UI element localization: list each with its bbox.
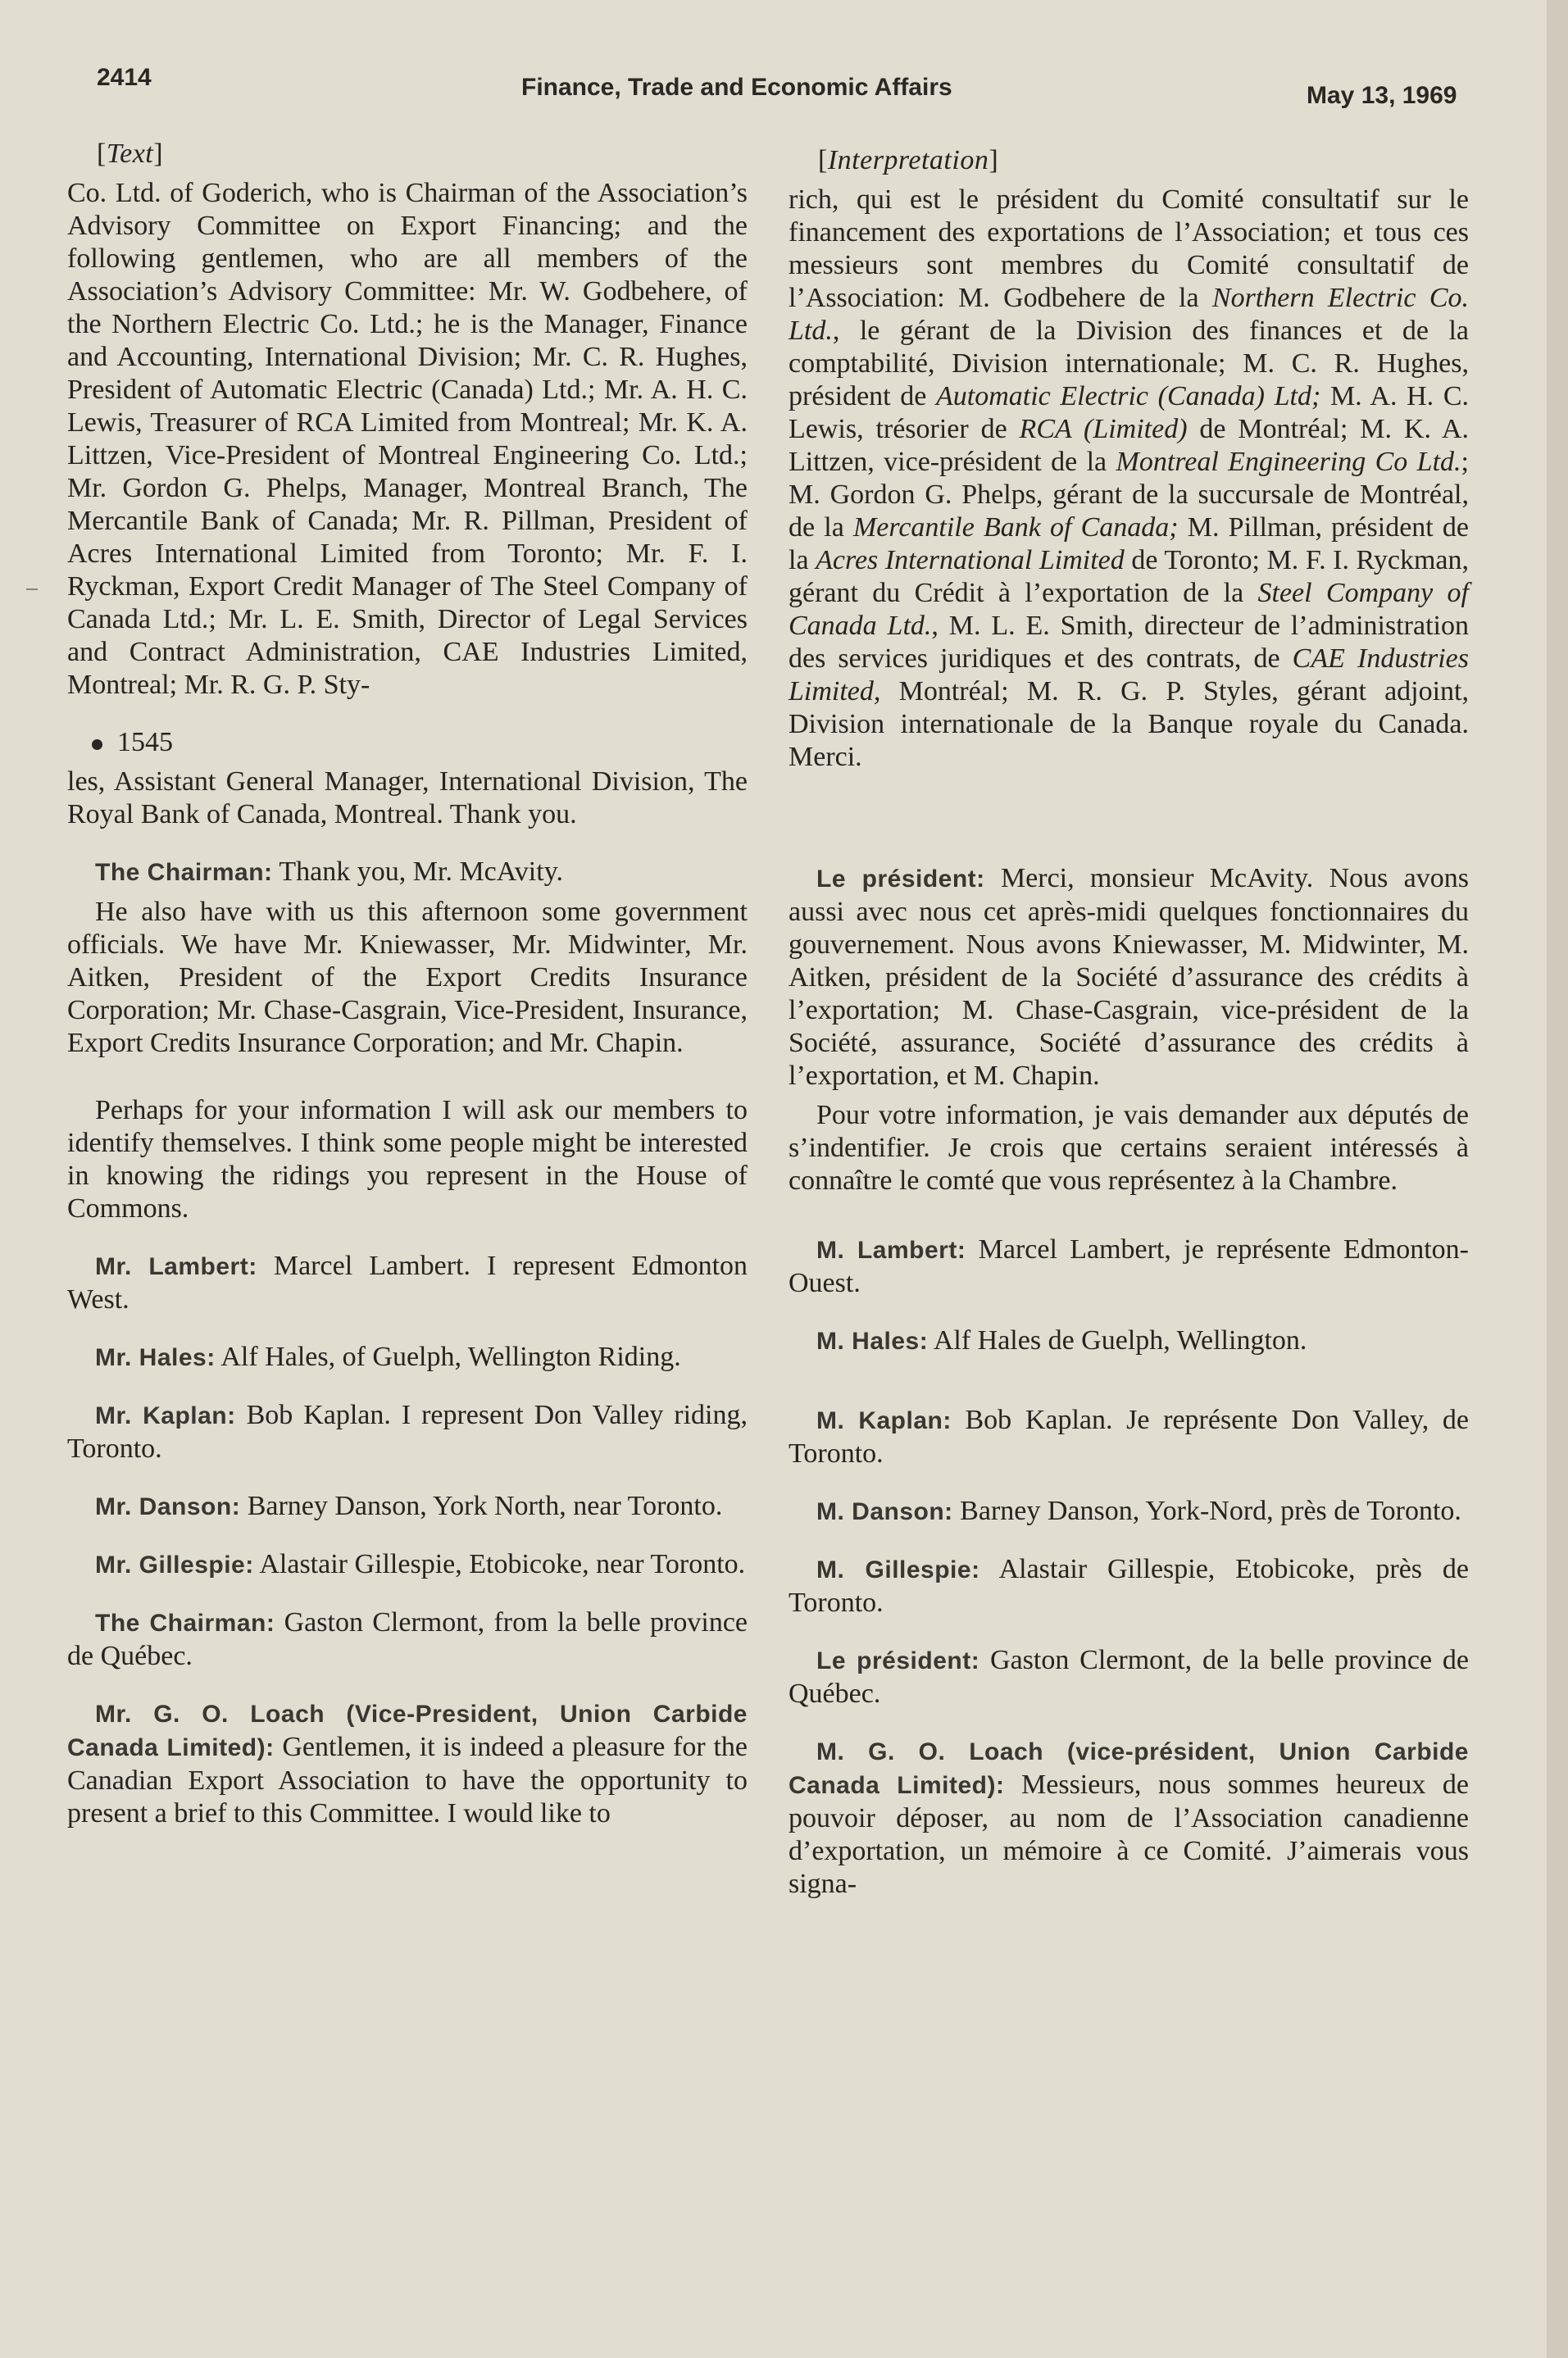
speech-text: Gentlemen, it is indeed a pleasure for the Canadian Export Association to have the opportunity to present a brief to this Committee. I would like to — [67, 1732, 748, 1829]
speech-text: Barney Danson, York North, near Toronto. — [240, 1491, 723, 1521]
speech-text: Thank you, Mr. McAvity. — [272, 856, 563, 887]
speaker-name: The Chairman: — [95, 859, 273, 886]
speech — [789, 1404, 1469, 1470]
speaker-name: The Chairman: — [95, 1610, 275, 1637]
speaker-name: M. Danson: — [816, 1498, 953, 1525]
speech-text: Alastair Gillespie, Etobicoke, près de Toronto. — [789, 1554, 1469, 1618]
speaker-name: Mr. Hales: — [95, 1344, 216, 1371]
speech-text: Barney Danson, York-Nord, près de Toronto. — [952, 1496, 1461, 1526]
paragraph: Co. Ltd. of Goderich, who is Chairman of the Association’s Advisory Committee on Export Financing; and the following gentlemen, who are all members of the Association’s Advisory Committee: Mr. W. Godbehere, of the Northern Electric Co. Ltd.; he is the Manager, Finance and Accounting, International Division; Mr. C. R. Hughes, President of Automatic Electric (Canada) Ltd.; Mr. A. H. C. Lewis, Treasurer of RCA Limited from Montreal; Mr. K. A. Littzen, Vice-President of Montreal Engineering Co. Ltd.; Mr. Gordon G. Phelps, Manager, Montreal Branch, The Mercantile Bank of Canada; Mr. R. Pillman, President of Acres International Limited from Toronto; Mr. F. I. Ryckman, Export Credit Manager of The Steel Company of Canada Ltd.; Mr. L. E. Smith, Director of Legal Services and Contract Administration, CAE Industries Limited, Montreal; Mr. R. G. P. Sty- — [67, 178, 748, 700]
speech-text: Bob Kaplan. Je représente Don Valley, de Toronto. — [789, 1405, 1469, 1469]
speaker-name: Mr. Gillespie: — [95, 1552, 254, 1579]
speech-text: Alastair Gillespie, Etobicoke, near Toronto. — [253, 1549, 746, 1579]
column-label: [Text] — [97, 139, 164, 169]
speaker-name: M. Gillespie: — [816, 1556, 980, 1583]
running-title: Finance, Trade and Economic Affairs — [521, 74, 952, 101]
speech-text: Gaston Clermont, de la belle province de Québec. — [789, 1645, 1469, 1709]
speech — [789, 1553, 1469, 1620]
speech-text: Marcel Lambert. I represent Edmonton West. — [67, 1251, 748, 1315]
speech-text: Alf Hales, of Guelph, Wellington Riding. — [215, 1342, 681, 1372]
speaker-name: M. G. O. Loach (vice-président, Union Carbide Canada Limited): — [789, 1738, 1469, 1799]
speaker-name: M. Lambert: — [816, 1237, 966, 1264]
page-header — [0, 0, 1568, 123]
speech-text: Messieurs, nous sommes heureux de pouvoir déposer, au nom de l’Association canadienne d’exportation, un mémoire à ce Comité. J’aimerais vous signa- — [789, 1770, 1469, 1899]
margin-mark — [26, 588, 38, 590]
page-number: 2414 — [97, 64, 152, 91]
time-marker-label: 1545 — [117, 727, 173, 757]
paragraph: Pour votre information, je vais demander aux députés de s’indentifier. Je crois que certains seraient intéressés à connaître le comté que vous représentez à la Chambre. — [789, 1100, 1469, 1196]
speech — [789, 1735, 1469, 1901]
speech — [67, 1490, 748, 1524]
speech — [67, 1548, 748, 1582]
speech — [67, 1250, 748, 1316]
speech — [789, 862, 1469, 1093]
speech-text: Merci, monsieur McAvity. Nous avons aussi avec nous cet après-midi quelques fonctionnaires du gouvernement. Nous avons Kniewasser, M. Midwinter, M. Aitken, président de la Société d’assurance des crédits à l’exportation; M. Chase-Casgrain, vice-président de la Société, assurance, Société d’assurance des crédits à l’exportation, et M. Chapin. — [789, 863, 1469, 1091]
speech-text: Bob Kaplan. I represent Don Valley riding, Toronto. — [67, 1400, 748, 1464]
speaker-name: Le président: — [816, 866, 985, 893]
speech — [789, 1644, 1469, 1711]
speech — [67, 1606, 748, 1673]
speech-text: Alf Hales de Guelph, Wellington. — [928, 1325, 1307, 1356]
speech — [67, 1341, 748, 1374]
speech — [67, 856, 748, 889]
speech — [67, 1399, 748, 1465]
speech — [789, 1495, 1469, 1529]
speaker-name: Mr. Lambert: — [95, 1253, 257, 1280]
paragraph: Perhaps for your information I will ask our members to identify themselves. I think some people might be interested in knowing the ridings you represent in the House of Commons. — [67, 1095, 748, 1224]
speaker-name: Le président: — [816, 1647, 980, 1674]
speech — [789, 1324, 1469, 1358]
speaker-name: Mr. G. O. Loach (Vice-President, Union Carbide Canada Limited): — [67, 1701, 748, 1761]
paragraph: rich, qui est le président du Comité consultatif sur le financement des exportations de l’Association; et tous ces messieurs sont membres du Comité consultatif de l’Association: M. Godbehere de la Northern Electric Co. Ltd., le gérant de la Division des finances et de la comptabilité, Division internationale; M. C. R. Hughes, président de Automatic Electric (Canada) Ltd; M. A. H. C. Lewis, trésorier de RCA (Limited) de Montréal; M. K. A. Littzen, vice-président de la Montreal Engineering Co Ltd.; M. Gordon G. Phelps, gérant de la succursale de Montréal, de la Mercantile Bank of Canada; M. Pillman, président de la Acres International Limited de Toronto; M. F. I. Ryckman, gérant du Crédit à l’exportation de la Steel Company of Canada Ltd., M. L. E. Smith, directeur de l’administration des services juridiques et des contrats, de CAE Industries Limited, Montréal; M. R. G. P. Styles, gérant adjoint, Division internationale de la Banque royale du Canada. Merci. — [789, 184, 1470, 772]
column-label: [Interpretation] — [818, 145, 999, 175]
speech — [789, 1234, 1469, 1300]
text-column — [67, 138, 748, 2187]
interpretation-column — [789, 144, 1469, 2193]
time-marker — [92, 726, 748, 759]
paragraph: He also have with us this afternoon some government officials. We have Mr. Kniewasser, Mr. Midwinter, Mr. Aitken, President of the Export Credits Insurance Corporation; Mr. Chase-Casgrain, Vice-President, Insurance, Export Credits Insurance Corporation; and Mr. Chapin. — [67, 897, 748, 1058]
speaker-name: Mr. Kaplan: — [95, 1402, 236, 1429]
speech-text: Gaston Clermont, from la belle province de Québec. — [67, 1607, 748, 1671]
bullet-icon — [92, 739, 102, 750]
speech-text: Marcel Lambert, je représente Edmonton-Ouest. — [789, 1234, 1469, 1298]
paragraph: les, Assistant General Manager, International Division, The Royal Bank of Canada, Montreal. Thank you. — [67, 766, 748, 829]
speaker-name: M. Kaplan: — [816, 1407, 952, 1434]
speaker-name: M. Hales: — [816, 1328, 929, 1355]
binding-gutter — [1547, 0, 1568, 2358]
page-date: May 13, 1969 — [1307, 82, 1457, 109]
speaker-name: Mr. Danson: — [95, 1493, 241, 1520]
speech — [67, 1697, 748, 1830]
